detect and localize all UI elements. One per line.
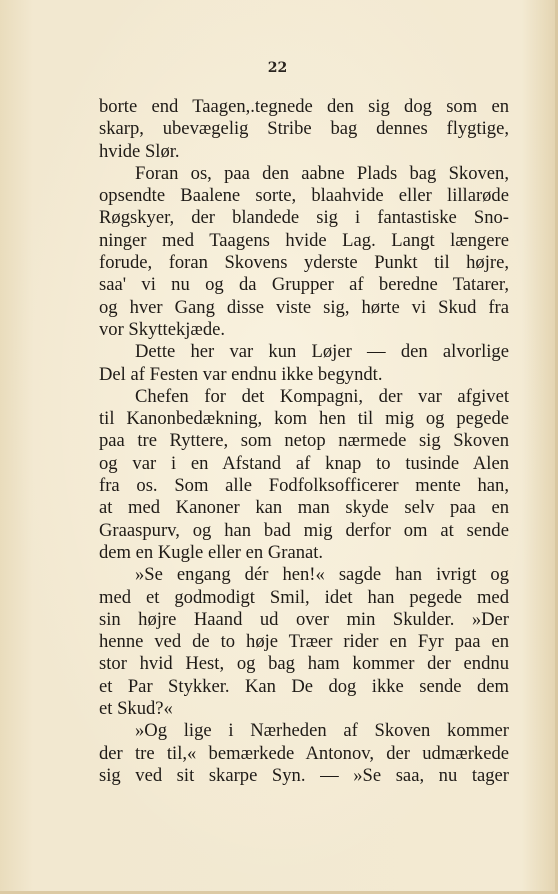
text-line: Foran os, paa den aabne Plads bag Skoven, — [135, 162, 509, 184]
text-line: Graaspurv, og han bad mig derfor om at sende — [99, 519, 509, 541]
text-line: skarp, ubevægelig Stribe bag dennes flygtige, — [99, 118, 509, 140]
text-line: hvide Slør. — [99, 140, 180, 162]
text-line: sig ved sit skarpe Syn. — »Se saa, nu tager — [99, 764, 509, 786]
text-line: der tre til,« bemærkede Antonov, der udmærkede — [99, 742, 509, 764]
text-line: ninger med Taagens hvide Lag. Langt længere — [99, 229, 509, 251]
text-line: og var i en Afstand af knap to tusinde Alen — [99, 452, 509, 474]
text-line: »Og lige i Nærheden af Skoven kommer — [135, 720, 509, 742]
text-line: paa tre Ryttere, som netop nærmede sig Skoven — [99, 430, 509, 452]
text-line: sin højre Haand ud over min Skulder. »Der — [99, 608, 509, 630]
text-line: Del af Festen var endnu ikke begyndt. — [99, 363, 383, 385]
text-line: at med Kanoner kan man skyde selv paa en — [99, 497, 509, 519]
text-line: forude, foran Skovens yderste Punkt til højre, — [99, 252, 509, 274]
text-line: opsendte Baalene sorte, blaahvide eller lillarøde — [99, 185, 509, 207]
text-line: fra os. Som alle Fodfolksofficerer mente han, — [99, 475, 509, 497]
body-text — [99, 96, 509, 787]
text-line: vor Skyttekjæde. — [99, 318, 226, 340]
text-line: borte end Taagen,.tegnede den sig dog som en — [99, 96, 509, 117]
text-line: Dette her var kun Løjer — den alvorlige — [135, 341, 509, 363]
text-line: og hver Gang disse viste sig, hørte vi Skud fra — [99, 296, 509, 318]
text-line: med et godmodigt Smil, idet han pegede med — [99, 586, 509, 608]
text-line: Chefen for det Kompagni, der var afgivet — [135, 385, 509, 407]
text-line: et Skud?« — [99, 698, 173, 720]
text-line: saa' vi nu og da Grupper af beredne Tatarer, — [99, 274, 509, 296]
text-line: Røgskyer, der blandede sig i fantastiske Sno- — [99, 207, 509, 229]
text-line: stor hvid Hest, og bag ham kommer der endnu — [99, 653, 509, 675]
text-line: til Kanonbedækning, kom hen til mig og pegede — [99, 408, 509, 430]
text-line: dem en Kugle eller en Granat. — [99, 541, 324, 563]
text-line: »Se engang dér hen!« sagde han ivrigt og — [135, 564, 509, 586]
text-line: et Par Stykker. Kan De dog ikke sende dem — [99, 675, 509, 697]
page-number: 22 — [267, 60, 288, 76]
text-line: henne ved de to høje Træer rider en Fyr paa en — [99, 631, 509, 653]
